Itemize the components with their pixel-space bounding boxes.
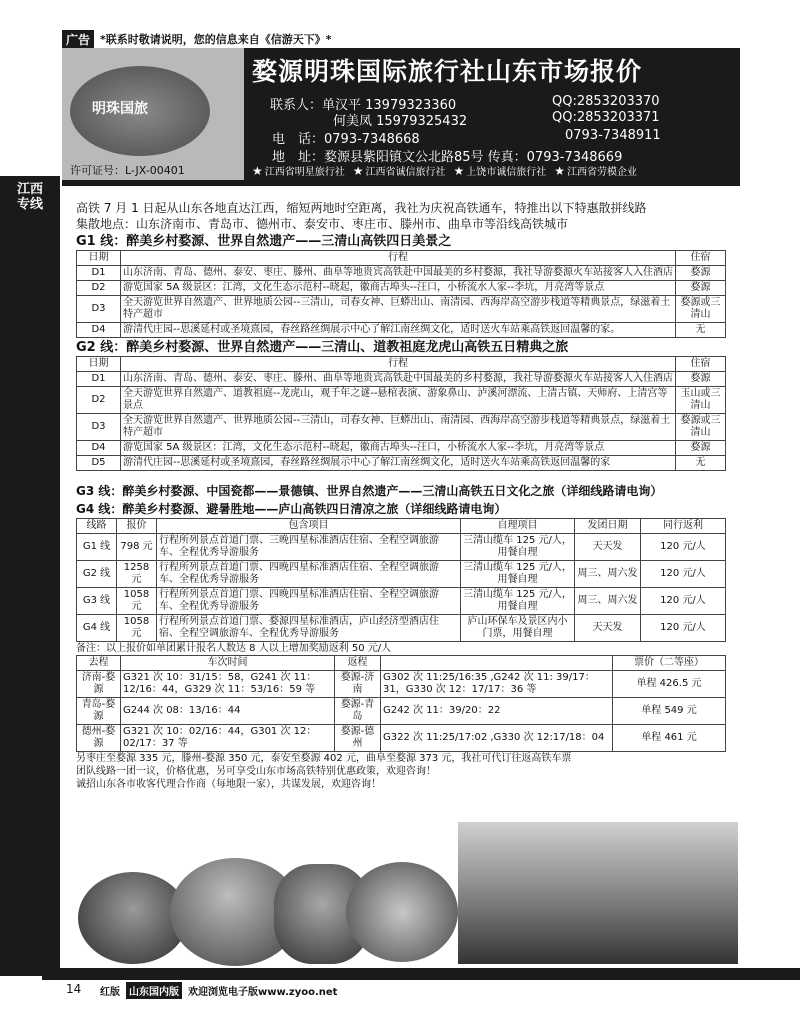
address: 地 址：婺源县紫阳镇文公北路85号 传真：0793-7348669 [272, 150, 623, 165]
logo [62, 48, 244, 180]
side-bar [0, 176, 60, 976]
col-header: 去程 [77, 656, 121, 671]
side-label: 江西专线 [16, 182, 43, 212]
agency-title: 婺源明珠国际旅行社山东市场报价 [252, 57, 643, 86]
note-agents: 诚招山东各市收客代理合作商（每地限一家），共谋发展，欢迎咨询！ [76, 779, 381, 790]
train-table [76, 655, 726, 752]
table-row: D5 游清代庄园--思溪延村或圣境熹园，春丝路丝绸展示中心了解江南丝绸文化，适时送火车站乘高铁返回温馨的家 无 [77, 456, 726, 471]
edition: 红版 [100, 986, 120, 998]
g2-table [76, 356, 726, 471]
intro-line: 集散地点：山东济南市、青岛市、德州市、泰安市、枣庄市、滕州市、曲阜市等沿线高铁城市 [76, 217, 569, 231]
g1-title: G1 线：醉美乡村婺源、世界自然遗产——三清山高铁四日美景之 [76, 234, 452, 249]
page-number: 14 [66, 982, 82, 996]
scenery-photos [78, 858, 738, 966]
table-row: G4 线 1058 元 行程所列景点首道门票、婺源四星标准酒店，庐山经济型酒店住宿、全程空调旅游车、全程优秀导游服务 庐山环保车及景区内小门票，用餐自理 天天发 120 元/人 [77, 615, 726, 642]
col-header: 票价（二等座） [613, 656, 726, 671]
table-row: D2 游览国家 5A 级景区：江湾，文化生态示范村--晓起，徽商古埠头--汪口，小桥流水人家--李坑，月亮湾等景点 婺源 [77, 281, 726, 296]
logo-text: 明珠国旅 [92, 101, 148, 117]
phone-2: 0793-7348911 [565, 128, 661, 143]
table-row: G1 线 798 元 行程所列景点首道门票、三晚四星标准酒店住宿、全程空调旅游车、全程优秀导游服务 三清山缆车 125 元/人，用餐自理 天天发 120 元/人 [77, 534, 726, 561]
phone: 电 话：0793-7348668 [272, 132, 420, 147]
table-row: D2 全天游览世界自然遗产、道教祖庭--龙虎山，观千年之谜--悬棺表演、游象鼻山、泸溪河漂流、上清古镇、天师府、上清宫等景点 玉山或三清山 [77, 387, 726, 414]
g3-title: G3 线：醉美乡村婺源、中国瓷都——景德镇、世界自然遗产——三清山高铁五日文化之旅（详细线路请电询） [76, 484, 663, 498]
badge: ★ 上饶市诚信旅行社 [453, 163, 547, 178]
ad-tag: 广告 [62, 30, 94, 49]
table-row: D1 山东济南、青岛、德州、泰安、枣庄、滕州、曲阜等地贵宾高铁赴中国最美的乡村婺源，我社导游婺源火车站接客人入住酒店 婺源 [77, 266, 726, 281]
intro-line: 高铁 7 月 1 日起从山东各地直达江西，缩短两地时空距离，我社为庆祝高铁通车，特推出以下特惠散拼线路 [76, 201, 647, 215]
website: 欢迎浏览电子版www.zyoo.net [188, 986, 338, 998]
table-header [77, 357, 726, 372]
col-header: 车次时间 [121, 656, 335, 671]
col-header [381, 656, 613, 671]
table-row: 德州-婺源 G321 次 10：02/16：44，G301 次 12：02/17：37 等 婺源-德州 G322 次 11:25/17:02 ,G330 次 12:17/18：04 单程 461 元 [77, 725, 726, 752]
qq-1: QQ:2853203370 [552, 94, 660, 109]
qq-2: QQ:2853203371 [552, 110, 660, 125]
price-note: 备注：以上报价如单团累计报名人数达 8 人以上增加奖励返利 50 元/人 [76, 643, 392, 654]
col-header: 报价 [117, 519, 157, 534]
note-fares: 另枣庄至婺源 335 元，滕州-婺源 350 元，泰安至婺源 402 元，曲阜至婺源 373 元，我社可代订往返高铁车票 [76, 753, 572, 764]
col-header: 行程 [121, 357, 676, 372]
badge: ★ 江西省明星旅行社 [252, 163, 345, 178]
badge: ★ 江西省诚信旅行社 [352, 163, 446, 178]
col-header: 日期 [77, 251, 121, 266]
note-groups: 团队线路一团一议，价格优惠，另可享受山东市场高铁特别优惠政策，欢迎咨询！ [76, 766, 436, 777]
intro [76, 200, 726, 232]
badge: ★ 江西省劳模企业 [554, 163, 638, 178]
col-header: 行程 [121, 251, 676, 266]
ad-note: *联系时敬请说明，您的信息来自《信游天下》* [100, 33, 332, 46]
table-row: 青岛-婺源 G244 次 08：13/16：44 婺源-青岛 G242 次 11：39/20：22 单程 549 元 [77, 698, 726, 725]
table-row: G3 线 1058 元 行程所列景点首道门票、四晚四星标准酒店住宿、全程空调旅游车、全程优秀导游服务 三清山缆车 125 元/人，用餐自理 周三、周六发 120 元/人 [77, 588, 726, 615]
old-houses-photo [458, 822, 738, 964]
contact-1: 联系人：单汉平 13979323360 [270, 98, 457, 113]
village-photo [346, 862, 458, 962]
license: 许可证号：L-JX-00401 [70, 164, 185, 177]
col-header: 返程 [335, 656, 381, 671]
contact-2: 何美凤 15979325432 [333, 114, 468, 129]
col-header: 住宿 [676, 251, 726, 266]
bottom-band [42, 968, 800, 980]
col-header: 同行返利 [641, 519, 726, 534]
g1-table [76, 250, 726, 338]
table-row: D3 全天游览世界自然遗产、世界地质公园--三清山，司春女神、巨蟒出山、南清园、西海岸高空游步栈道等精典景点，绿滋着土特产超市 婺源或三清山 [77, 296, 726, 323]
g2-title: G2 线：醉美乡村婺源、世界自然遗产——三清山、道教祖庭龙虎山高铁五日精典之旅 [76, 340, 569, 355]
table-header [77, 656, 726, 671]
col-header: 自理项目 [461, 519, 575, 534]
star-icon: ★ [453, 163, 465, 178]
star-icon: ★ [252, 163, 263, 178]
col-header: 包含项目 [157, 519, 461, 534]
col-header: 日期 [77, 357, 121, 372]
price-table [76, 518, 726, 642]
col-header: 线路 [77, 519, 117, 534]
section-tag: 山东国内版 [126, 982, 182, 999]
ad-row [62, 30, 332, 48]
star-icon: ★ [352, 163, 364, 178]
col-header: 发团日期 [575, 519, 641, 534]
star-icon: ★ [554, 163, 566, 178]
table-row: D4 游览国家 5A 级景区：江湾，文化生态示范村--晓起，徽商古埠头--汪口，小桥流水人家--李坑，月亮湾等景点 婺源 [77, 441, 726, 456]
table-row: D4 游清代庄园--思溪延村或圣境熹园，春丝路丝绸展示中心了解江南丝绸文化，适时送火车站乘高铁返回温馨的家。 无 [77, 323, 726, 338]
table-row: D3 全天游览世界自然遗产、世界地质公园--三清山，司春女神、巨蟒出山、南清园、西海岸高空游步栈道等精典景点，绿滋着土特产超市 婺源或三清山 [77, 414, 726, 441]
table-header [77, 519, 726, 534]
g4-title: G4 线：醉美乡村婺源、避暑胜地——庐山高铁四日清凉之旅（详细线路请电询） [76, 502, 507, 516]
footer [100, 982, 337, 998]
table-row: 济南-婺源 G321 次 10：31/15：58，G241 次 11：12/16：44，G329 次 11：53/16：59 等 婺源-济南 G302 次 11:25/16:35 ,G242 次 11: 39/17：31，G330 次 12：17/17：36 等 单程 426.5 元 [77, 671, 726, 698]
honor-badges [252, 163, 637, 178]
table-row: D1 山东济南、青岛、德州、泰安、枣庄、滕州、曲阜等地贵宾高铁赴中国最美的乡村婺源，我社导游婺源火车站接客人入住酒店 婺源 [77, 372, 726, 387]
table-row: G2 线 1258 元 行程所列景点首道门票、四晚四星标准酒店住宿、全程空调旅游车、全程优秀导游服务 三清山缆车 125 元/人，用餐自理 周三、周六发 120 元/人 [77, 561, 726, 588]
table-header [77, 251, 726, 266]
content [76, 200, 726, 791]
col-header: 住宿 [676, 357, 726, 372]
